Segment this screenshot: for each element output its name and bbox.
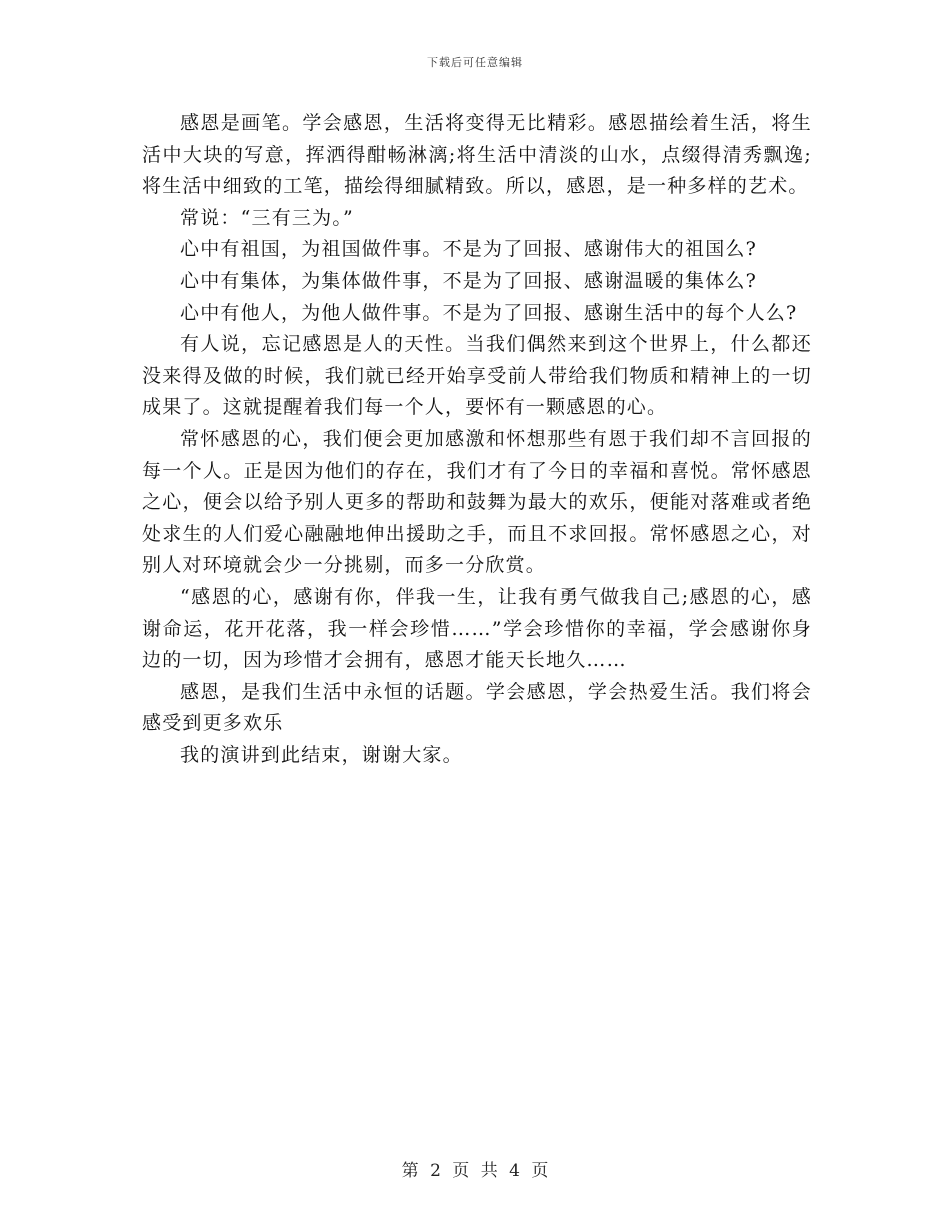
paragraph: 常怀感恩的心，我们便会更加感激和怀想那些有恩于我们却不言回报的每一个人。正是因为他们的存在，我们才有了今日的幸福和喜悦。常怀感恩之心，便会以给予别人更多的帮助和鼓舞为最大的欢乐，便能对落难或者绝处求生的人们爱心融融地伸出援助之手，而且不求回报。常怀感恩之心，对别人对环境就会少一分挑剔，而多一分欣赏。 (142, 427, 812, 577)
paragraph: 心中有集体，为集体做件事，不是为了回报、感谢温暖的集体么? (180, 269, 757, 292)
page-header: 下载后可任意编辑 (427, 56, 523, 69)
page-number-footer: 第 2 页 共 4 页 (401, 1161, 549, 1181)
paragraph: 我的演讲到此结束，谢谢大家。 (180, 743, 463, 766)
paragraph: 常说：“三有三为。” (180, 206, 354, 229)
paragraph: 有人说，忘记感恩是人的天性。当我们偶然来到这个世界上，什么都还没来得及做的时候，我们就已经开始享受前人带给我们物质和精神上的一切成果了。这就提醒着我们每一个人，要怀有一颗感恩的心。 (142, 333, 812, 419)
paragraph: “感恩的心，感谢有你，伴我一生，让我有勇气做我自己;感恩的心，感谢命运，花开花落，我一样会珍惜……”学会珍惜你的幸福，学会感谢你身边的一切，因为珍惜才会拥有，感恩才能天长地久…… (142, 585, 812, 672)
paragraph: 感恩，是我们生活中永恒的话题。学会感恩，学会热爱生活。我们将会感受到更多欢乐 (142, 680, 812, 735)
paragraph: 心中有祖国，为祖国做件事。不是为了回报、感谢伟大的祖国么? (180, 238, 757, 261)
paragraph: 心中有他人，为他人做件事。不是为了回报、感谢生活中的每个人么? (180, 301, 798, 324)
paragraph: 感恩是画笔。学会感恩，生活将变得无比精彩。感恩描绘着生活，将生活中大块的写意，挥洒得酣畅淋漓;将生活中清淡的山水，点缀得清秀飘逸;将生活中细致的工笔，描绘得细腻精致。所以，感恩，是一种多样的艺术。 (142, 112, 812, 198)
document-body (142, 108, 812, 771)
